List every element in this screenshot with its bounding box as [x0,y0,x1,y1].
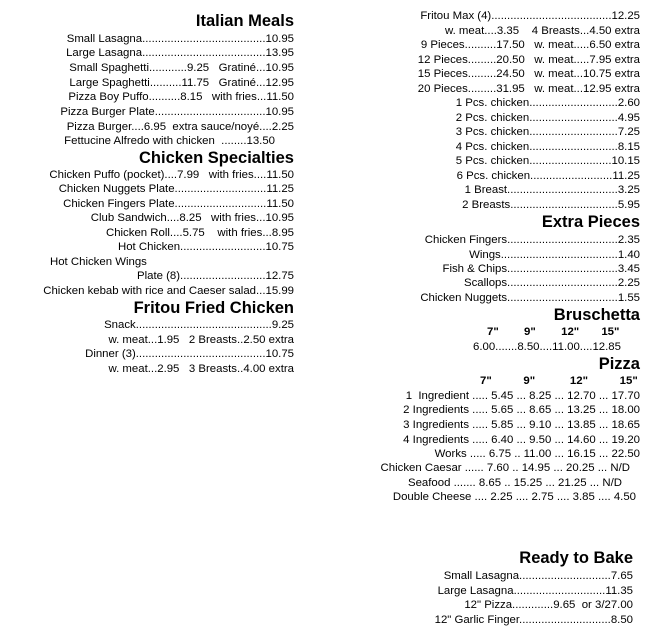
menu-line: Wings.....................................1.40 [469,249,640,261]
menu-line: Plate (8)...........................12.75 [137,270,294,282]
pizza-line: Works ..... 6.75 .. 11.00 ... 16.15 ... 22.50 [434,448,640,460]
menu-line: 4 Pcs. chicken............................8.15 [455,141,640,153]
menu-line: Chicken Fingers Plate.............................11.50 [63,198,294,210]
bruschetta-prices: 6.00.......8.50....11.00....12.85 [473,341,621,353]
pizza-line: 4 Ingredients ..... 6.40 ... 9.50 ... 14.60 ... 19.20 [403,434,640,446]
menu-line: Pizza Burger Plate...................................10.95 [60,106,294,118]
pizza-line: Seafood ....... 8.65 .. 15.25 ... 21.25 ... N/D [407,477,622,489]
menu-line: Fritou Max (4)......................................12.25 [420,10,640,22]
pizza-line: 1 Ingredient ..... 5.45 ... 8.25 ... 12.70 ... 17.70 [405,390,640,402]
menu-line: 9 Pieces..........17.50 w. meat.....6.50 extra [420,39,640,51]
menu-line: Dinner (3).........................................10.75 [85,348,294,360]
menu-line: Large Spaghetti..........11.75 Gratiné...12.95 [69,77,294,89]
pizza-sizes: 7" 9" 12" 15" [480,375,638,387]
menu-line: 20 Pieces.........31.95 w. meat...12.95 extra [417,83,640,95]
ready-to-bake-heading: Ready to Bake [519,549,633,567]
menu-line: Small Lasagna.......................................10.95 [66,33,294,45]
menu-line: w. meat...2.95 3 Breasts..4.00 extra [108,363,294,375]
menu-line: 1 Pcs. chicken............................2.60 [455,97,640,109]
menu-line: 12 Pieces.........20.50 w. meat.....7.95 extra [417,54,640,66]
fritou-fried-chicken-heading: Fritou Fried Chicken [133,299,294,317]
pizza-line: 3 Ingredients ..... 5.85 ... 9.10 ... 13.85 ... 18.65 [403,419,640,431]
menu-line: Chicken Puffo (pocket)....7.99 with fries....11.50 [49,169,294,181]
bruschetta-sizes: 7" 9" 12" 15" [487,326,620,338]
menu-line: 3 Pcs. chicken............................7.25 [455,126,640,138]
menu-line: 2 Pcs. chicken............................4.95 [455,112,640,124]
menu-line: w. meat...1.95 2 Breasts..2.50 extra [108,334,294,346]
pizza-heading: Pizza [598,355,640,373]
menu-line: Small Lasagna.............................7.65 [443,570,633,582]
menu-line: w. meat....3.35 4 Breasts...4.50 extra [444,25,640,37]
menu-line: Scallops...................................2.25 [464,277,640,289]
menu-line: 1 Breast...................................3.25 [464,184,640,196]
menu-line: 6 Pcs. chicken..........................11.25 [456,170,640,182]
menu-line: Hot Chicken...........................10.75 [118,241,294,253]
menu-line: Chicken Nuggets Plate.............................11.25 [58,183,294,195]
chicken-specialties-heading: Chicken Specialties [139,149,294,167]
menu-line: 12" Pizza.............9.65 or 3/27.00 [464,599,633,611]
pizza-line: 2 Ingredients ..... 5.65 ... 8.65 ... 13.25 ... 18.00 [403,404,640,416]
menu-line: Pizza Boy Puffo..........8.15 with fries...11.50 [68,91,294,103]
pizza-line: Double Cheese .... 2.25 .... 2.75 .... 3.85 .... 4.50 [392,491,636,503]
extra-pieces-heading: Extra Pieces [541,213,640,231]
menu-line: Hot Chicken Wings [50,256,147,268]
menu-line: Chicken kebab with rice and Caeser salad...15.99 [43,285,294,297]
menu-line: Chicken Nuggets...................................1.55 [420,292,640,304]
pizza-line: Chicken Caesar ...... 7.60 .. 14.95 ... 20.25 ... N/D [380,462,630,474]
menu-line: 2 Breasts..................................5.95 [462,199,640,211]
menu-line: Chicken Fingers...................................2.35 [424,234,640,246]
menu-line: Fettucine Alfredo with chicken ........13.50 [64,135,275,147]
menu-line: Club Sandwich....8.25 with fries...10.95 [90,212,294,224]
menu-line: Snack...........................................9.25 [104,319,294,331]
menu-line: Chicken Roll....5.75 with fries...8.95 [105,227,294,239]
menu-line: 5 Pcs. chicken..........................10.15 [455,155,640,167]
italian-meals-heading: Italian Meals [195,12,294,30]
menu-line: Fish & Chips...................................3.45 [442,263,640,275]
menu-line: 12" Garlic Finger.............................8.50 [434,614,633,626]
menu-line: Large Lasagna.......................................13.95 [66,47,294,59]
menu-line: Pizza Burger....6.95 extra sauce/noyé....2.25 [66,121,294,133]
menu-line: Large Lasagna.............................11.35 [437,585,633,597]
menu-line: 15 Pieces.........24.50 w. meat...10.75 extra [417,68,640,80]
menu-line: Small Spaghetti............9.25 Gratiné...10.95 [69,62,294,74]
bruschetta-heading: Bruschetta [553,306,640,324]
